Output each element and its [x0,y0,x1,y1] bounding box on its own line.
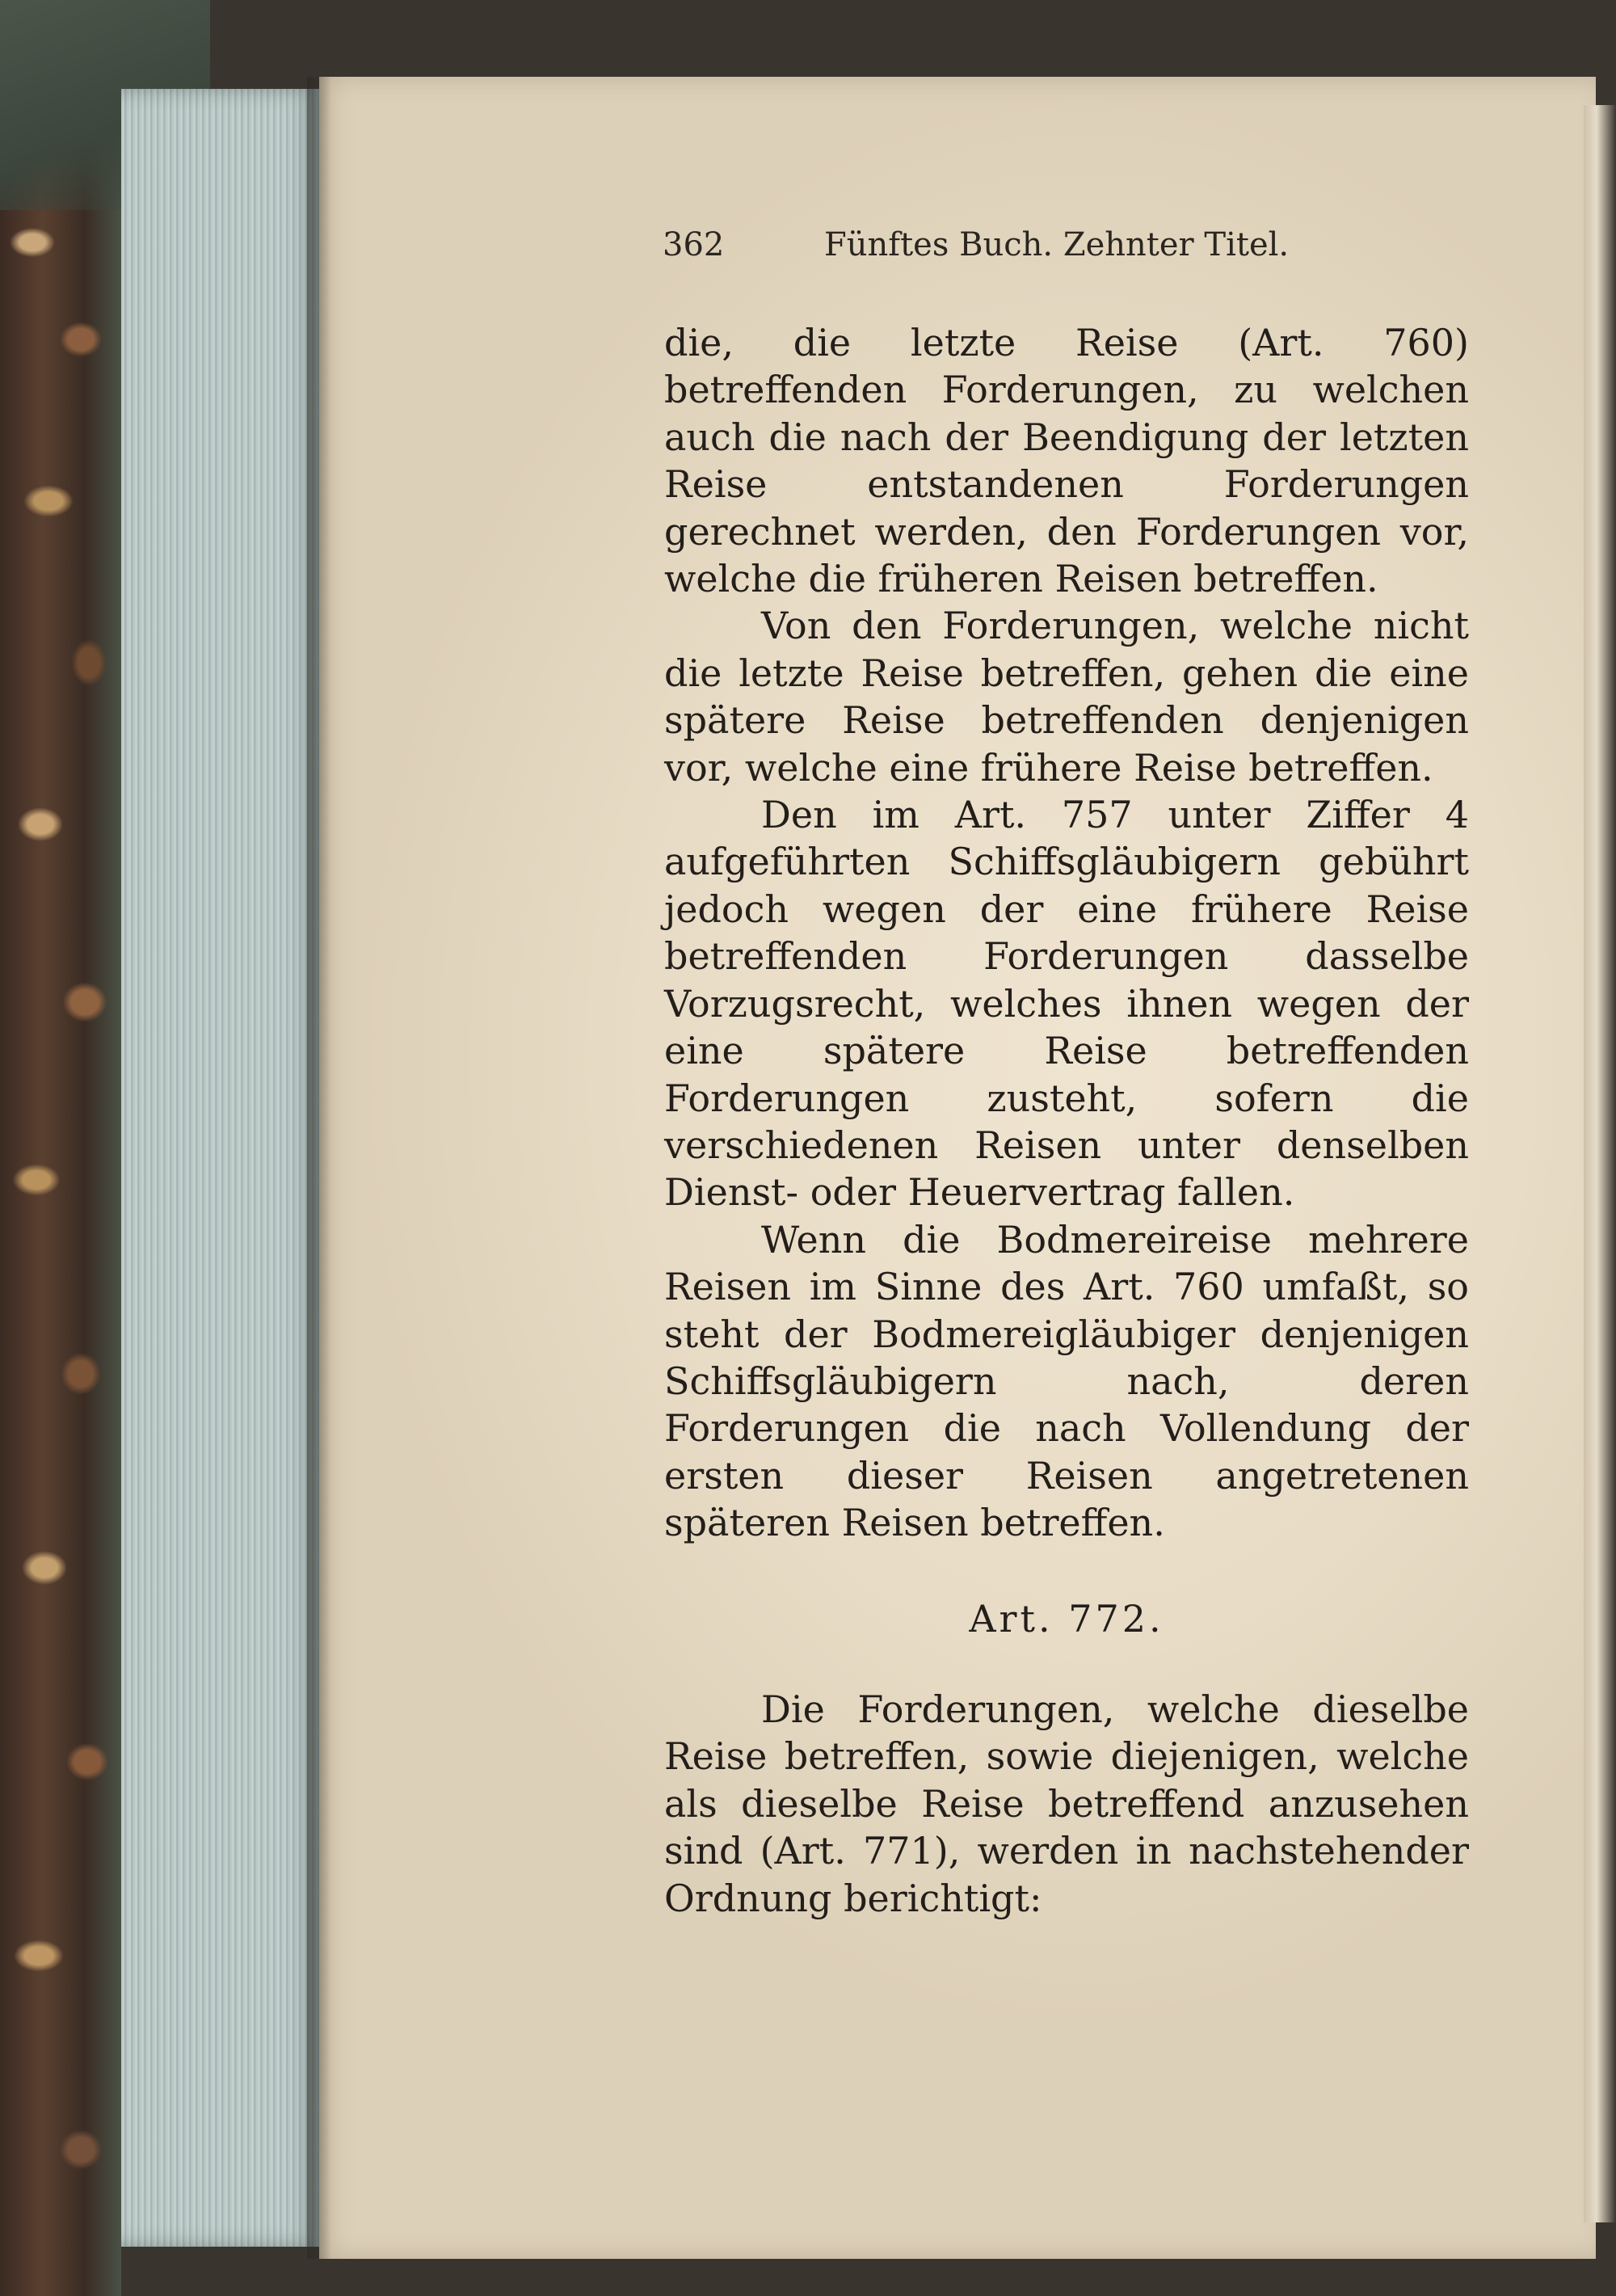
article-heading: Art. 772. [969,1596,1164,1641]
page-number: 362 [663,226,725,263]
marbled-cover [0,0,121,2296]
paragraph: Den im Art. 757 unter Ziffer 4 aufgeführten Schiffsgläubigern gebührt jedoch wegen der eine frühere Reise betreffenden Forderungen dasselbe Vorzugsrecht, welches ihnen wegen der eine spätere Reise betreffenden Forderungen zusteht, sofern die verschiedenen Reisen unter denselben Dienst- oder Heuervertrag fallen. [664,793,1469,1215]
running-header [663,226,1309,275]
page-right-edge [1584,105,1616,2222]
running-title: Fünftes Buch. Zehnter Titel. [824,226,1290,263]
page-block-edges [121,89,323,2247]
paragraph: Wenn die Bodmereireise mehrere Reisen im Sinne des Art. 760 umfaßt, so steht der Bodmereigläubiger denjenigen Schiffsgläubigern nach, deren Forderungen die nach Vollendung der ersten dieser Reisen angetretenen späteren Reisen betreffen. [664,1217,1469,1545]
page-body [664,319,1469,1922]
paragraph: Die Forderungen, welche dieselbe Reise betreffen, sowie diejenigen, welche als dieselbe Reise betreffend anzusehen sind (Art. 771), werden in nachstehender Ordnung berichtigt: [664,1687,1469,1920]
paragraph: Von den Forderungen, welche nicht die letzte Reise betreffen, gehen die eine spätere Reise betreffenden denjenigen vor, welche eine frühere Reise betreffen. [664,604,1469,790]
paragraph-continued: die, die letzte Reise (Art. 760) betreffenden Forderungen, zu welchen auch die nach der Beendigung der letzten Reise entstandenen Forderungen gerechnet werden, den Forderungen vor, welche die früheren Reisen betreffen. [664,321,1469,601]
spine-shadow [307,77,331,2259]
